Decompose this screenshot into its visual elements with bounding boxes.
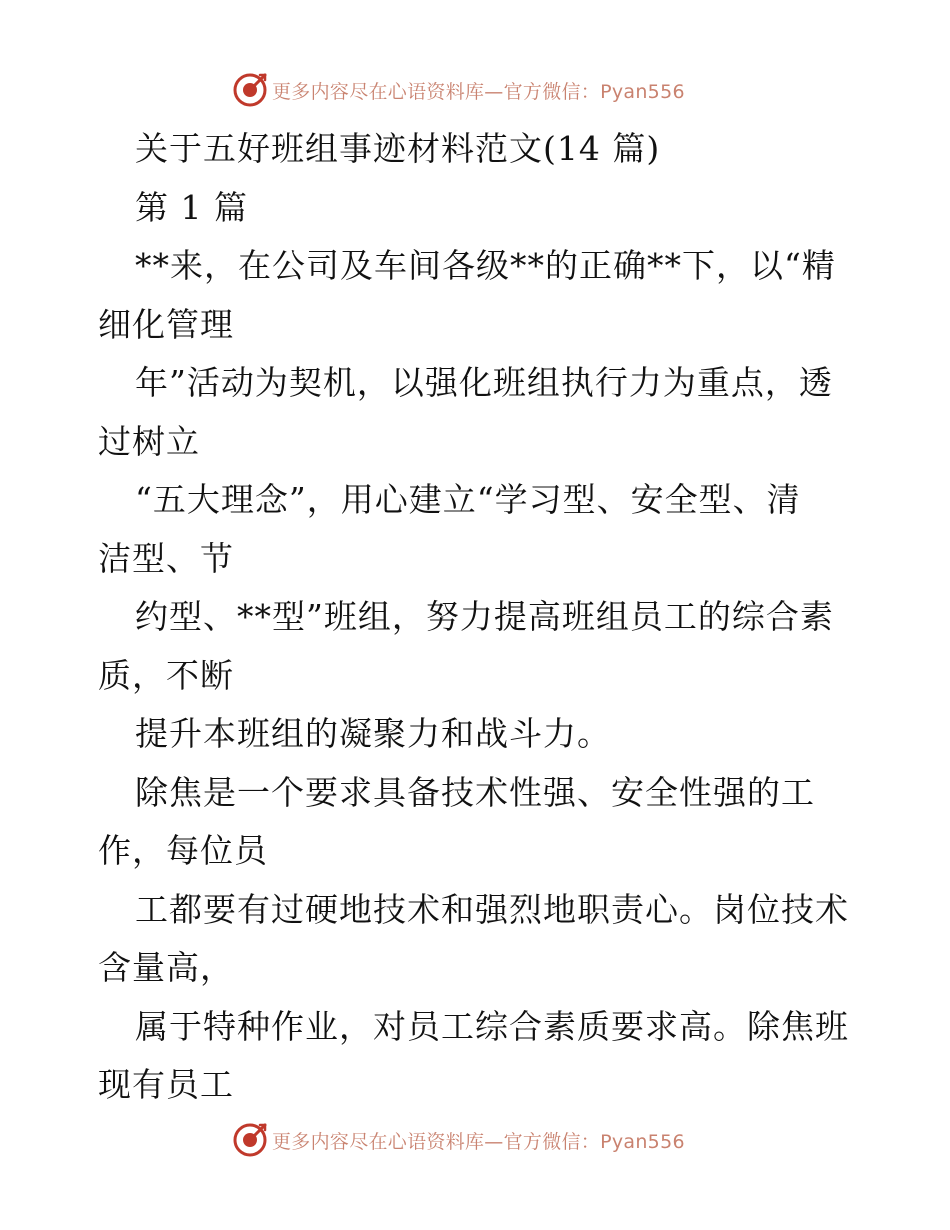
text-line: 洁型、节 (98, 538, 234, 578)
text-line: 现有员工 (98, 1065, 234, 1104)
watermark-text: 更多内容尽在心语资料库—官方微信：Pyan556 (272, 80, 685, 103)
text-line: **来，在公司及车间各级**的正确**下，以“精 (135, 246, 836, 285)
text-line: “五大理念”，用心建立“学习型、安全型、清 (135, 480, 801, 519)
text-line: 第 1 篇 (135, 187, 248, 227)
brand-logo-icon (232, 1122, 268, 1158)
text-line: 除焦是一个要求具备技术性强、安全性强的工 (135, 772, 815, 812)
text-line: 属于特种作业，对员工综合素质要求高。除焦班 (135, 1006, 849, 1046)
document-body (98, 120, 858, 1115)
text-line: 年”活动为契机，以强化班组执行力为重点，透 (135, 363, 833, 402)
text-line: 质，不断 (98, 655, 234, 695)
header-watermark (232, 70, 685, 110)
text-line: 约型、**型”班组，努力提高班组员工的综合素 (135, 597, 834, 636)
brand-logo-icon (232, 72, 268, 108)
text-line: 提升本班组的凝聚力和战斗力。 (135, 714, 611, 753)
watermark-text: 更多内容尽在心语资料库—官方微信：Pyan556 (272, 1130, 685, 1153)
text-line: 过树立 (98, 421, 200, 461)
text-line: 含量高， (98, 948, 234, 987)
text-line: 关于五好班组事迹材料范文(14 篇) (135, 129, 661, 168)
text-line: 细化管理 (98, 304, 234, 344)
text-line: 作，每位员 (98, 831, 268, 870)
footer-watermark (232, 1120, 685, 1160)
text-line: 工都要有过硬地技术和强烈地职责心。岗位技术 (135, 889, 849, 929)
